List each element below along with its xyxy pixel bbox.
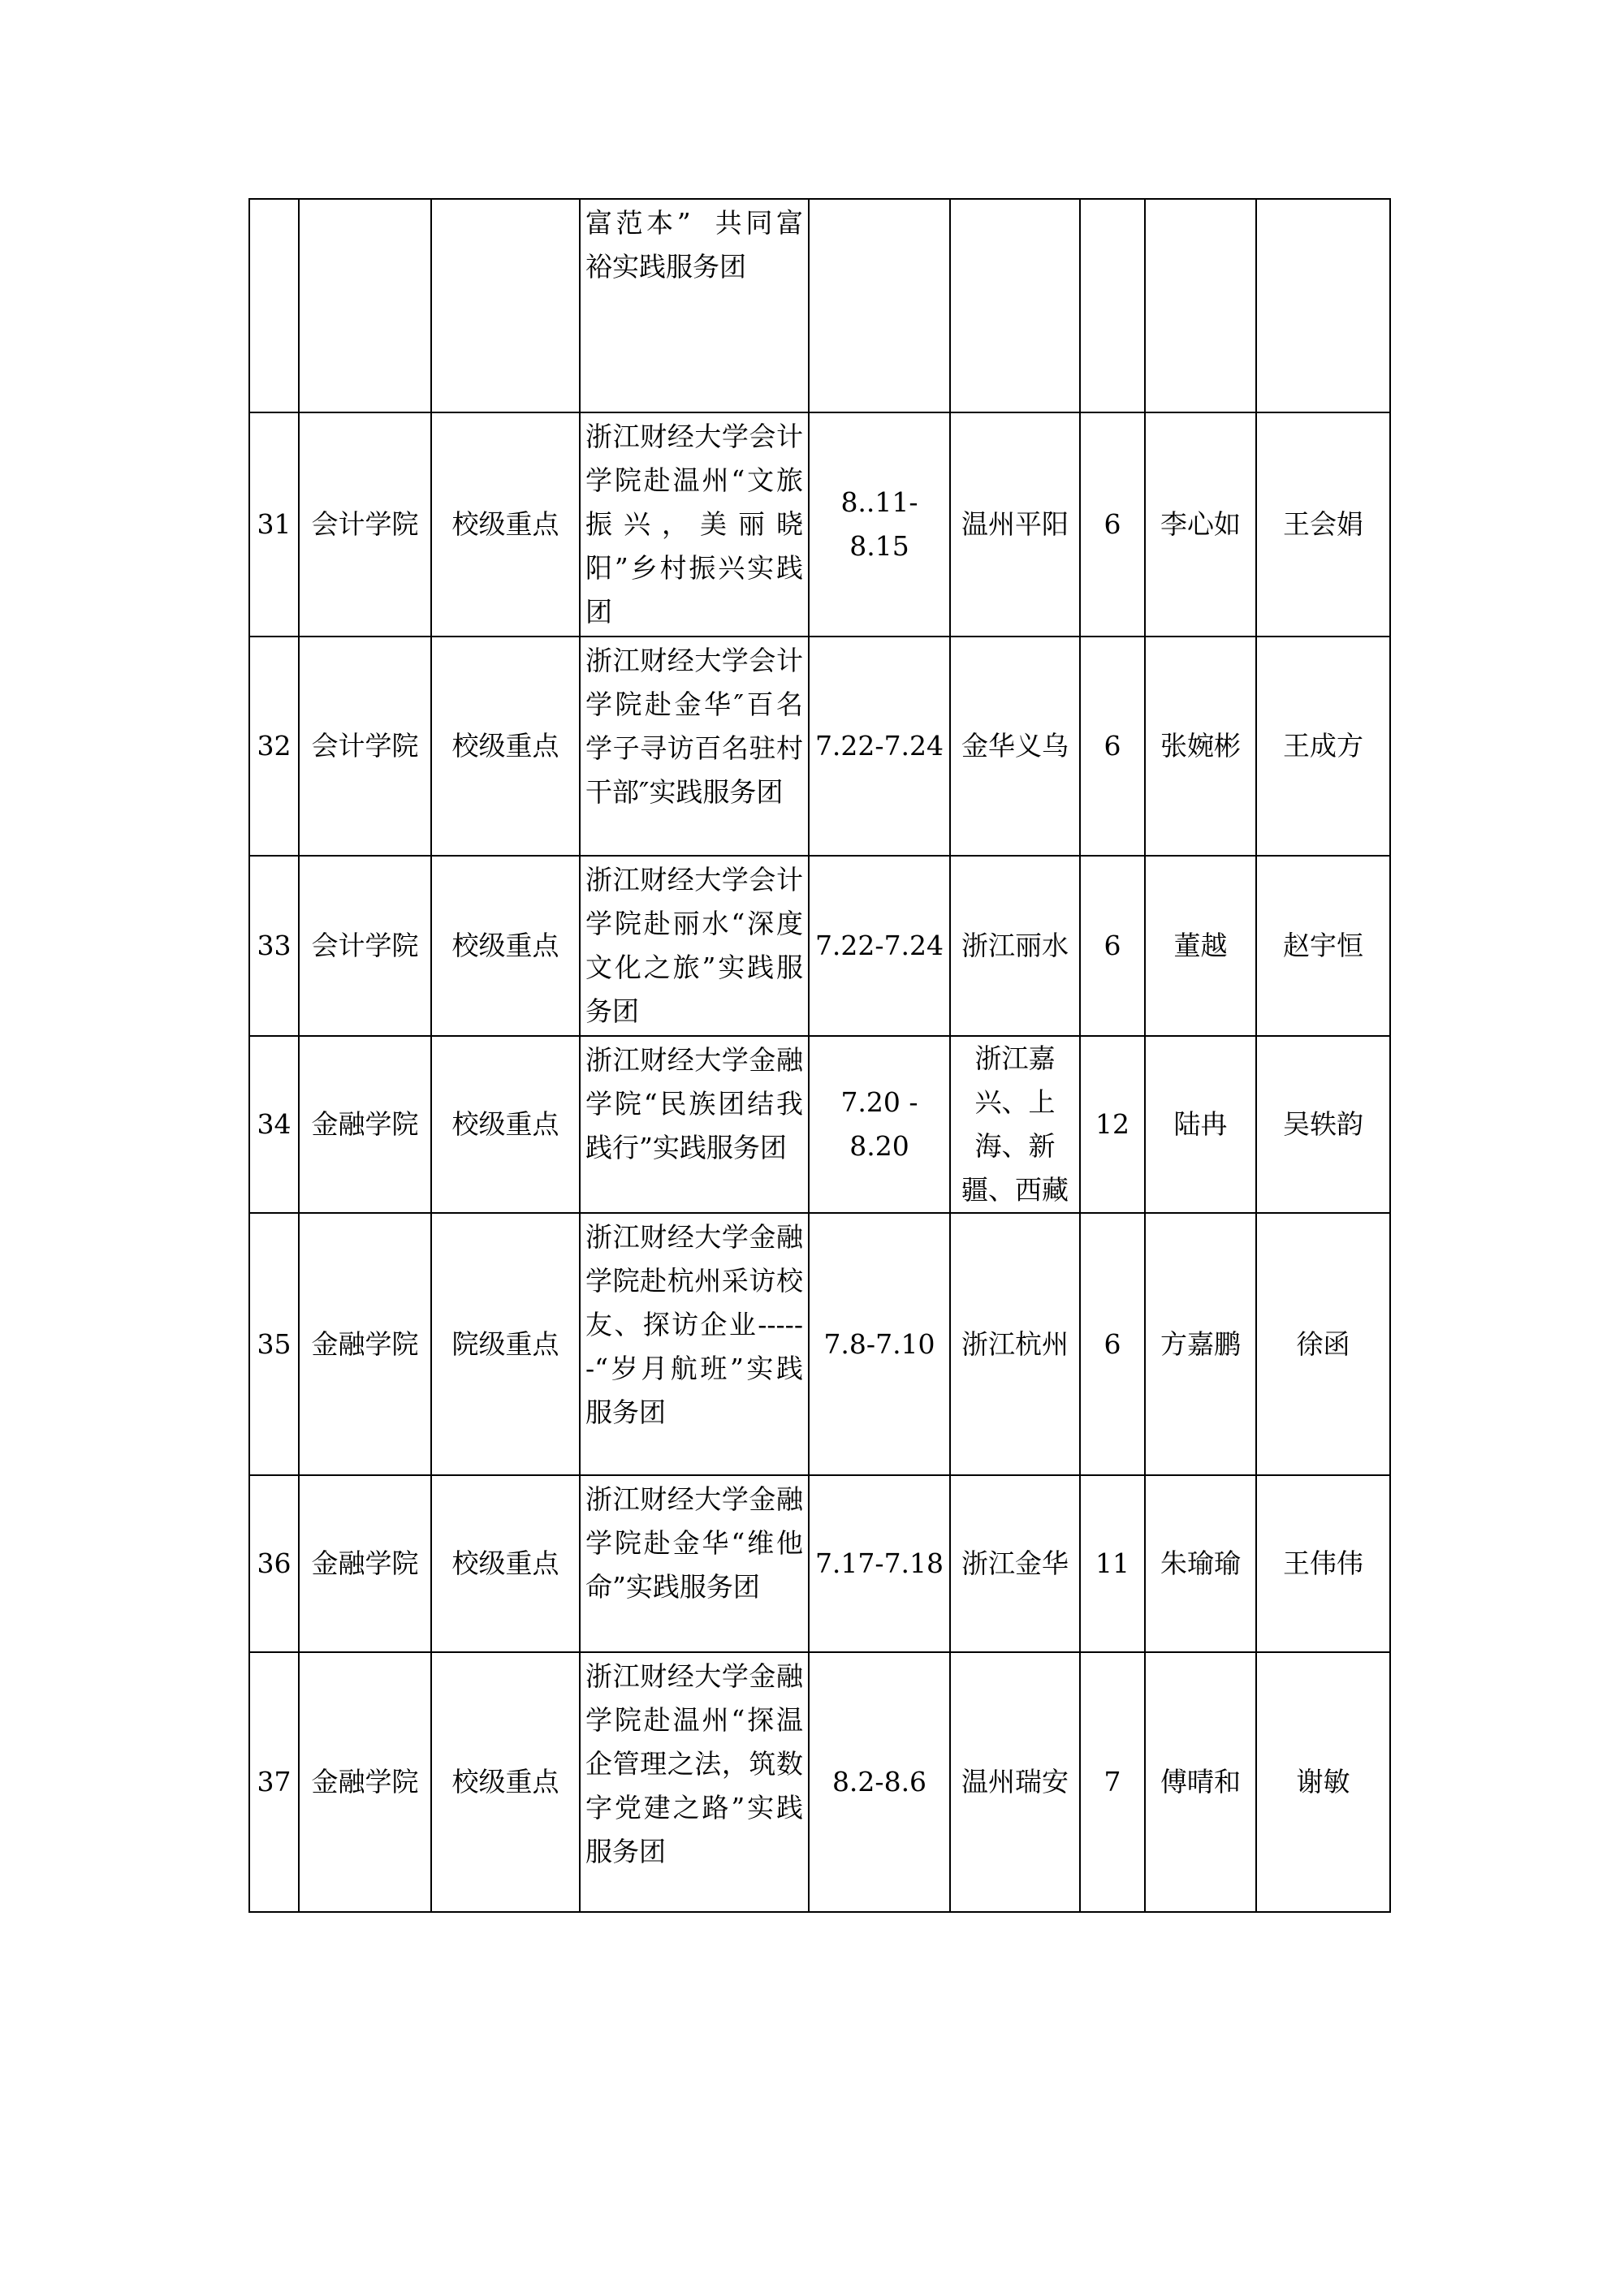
level-cell: 校级重点	[431, 637, 580, 856]
college-cell: 金融学院	[299, 1036, 431, 1213]
level-cell: 院级重点	[431, 1213, 580, 1475]
row-number: 34	[249, 1036, 299, 1213]
project-name-cell: 浙江财经大学会计学院赴丽水“深度文化之旅”实践服务团	[580, 856, 809, 1036]
table-row	[249, 1213, 1390, 1475]
row-number: 35	[249, 1213, 299, 1475]
advisor-cell: 王成方	[1256, 637, 1390, 856]
place-cell: 浙江金华	[950, 1475, 1080, 1652]
member-count-cell	[1080, 199, 1145, 412]
advisor-cell: 王伟伟	[1256, 1475, 1390, 1652]
member-count-cell: 12	[1080, 1036, 1145, 1213]
date-cell: 7.20 - 8.20	[809, 1036, 950, 1213]
level-cell: 校级重点	[431, 1475, 580, 1652]
leader-cell	[1145, 199, 1256, 412]
date-cell	[809, 199, 950, 412]
project-name-cell: 浙江财经大学会计学院赴温州“文旅振兴，美丽晓阳”乡村振兴实践团	[580, 412, 809, 637]
project-name-cell: 浙江财经大学金融学院赴金华“维他命”实践服务团	[580, 1475, 809, 1652]
place-cell	[950, 199, 1080, 412]
advisor-cell: 赵宇恒	[1256, 856, 1390, 1036]
college-cell: 会计学院	[299, 856, 431, 1036]
table-row	[249, 1652, 1390, 1912]
row-number: 37	[249, 1652, 299, 1912]
leader-cell: 朱瑜瑜	[1145, 1475, 1256, 1652]
table-row	[249, 412, 1390, 637]
project-name-cell: 富范本” 共同富裕实践服务团	[580, 199, 809, 412]
place-cell: 温州平阳	[950, 412, 1080, 637]
member-count-cell: 11	[1080, 1475, 1145, 1652]
member-count-cell: 6	[1080, 856, 1145, 1036]
row-number: 31	[249, 412, 299, 637]
advisor-cell	[1256, 199, 1390, 412]
project-name-cell: 浙江财经大学会计学院赴金华″百名学子寻访百名驻村干部″实践服务团	[580, 637, 809, 856]
leader-cell: 傅晴和	[1145, 1652, 1256, 1912]
place-cell: 金华义乌	[950, 637, 1080, 856]
place-cell: 浙江杭州	[950, 1213, 1080, 1475]
project-table	[248, 198, 1391, 1913]
leader-cell: 李心如	[1145, 412, 1256, 637]
table-row	[249, 1036, 1390, 1213]
member-count-cell: 6	[1080, 637, 1145, 856]
member-count-cell: 6	[1080, 1213, 1145, 1475]
project-name-cell: 浙江财经大学金融学院赴温州“探温企管理之法，筑数字党建之路”实践服务团	[580, 1652, 809, 1912]
project-name-cell: 浙江财经大学金融学院“民族团结我践行”实践服务团	[580, 1036, 809, 1213]
leader-cell: 张婉彬	[1145, 637, 1256, 856]
row-number: 33	[249, 856, 299, 1036]
advisor-cell: 谢敏	[1256, 1652, 1390, 1912]
level-cell: 校级重点	[431, 1652, 580, 1912]
date-cell: 7.22-7.24	[809, 856, 950, 1036]
level-cell: 校级重点	[431, 856, 580, 1036]
date-cell: 8.2-8.6	[809, 1652, 950, 1912]
level-cell: 校级重点	[431, 1036, 580, 1213]
date-cell: 8..11- 8.15	[809, 412, 950, 637]
advisor-cell: 徐函	[1256, 1213, 1390, 1475]
place-cell: 浙江丽水	[950, 856, 1080, 1036]
row-number: 36	[249, 1475, 299, 1652]
project-name-cell: 浙江财经大学金融学院赴杭州采访校友、探访企业------“岁月航班”实践服务团	[580, 1213, 809, 1475]
member-count-cell: 7	[1080, 1652, 1145, 1912]
leader-cell: 陆冉	[1145, 1036, 1256, 1213]
advisor-cell: 吴轶韵	[1256, 1036, 1390, 1213]
leader-cell: 董越	[1145, 856, 1256, 1036]
table-row	[249, 637, 1390, 856]
table-row	[249, 856, 1390, 1036]
college-cell: 金融学院	[299, 1213, 431, 1475]
row-number: 32	[249, 637, 299, 856]
place-cell: 浙江嘉 兴、上 海、新 疆、西藏	[950, 1036, 1080, 1213]
table-row	[249, 1475, 1390, 1652]
leader-cell: 方嘉鹏	[1145, 1213, 1256, 1475]
college-cell: 会计学院	[299, 637, 431, 856]
college-cell: 金融学院	[299, 1652, 431, 1912]
college-cell	[299, 199, 431, 412]
date-cell: 7.22-7.24	[809, 637, 950, 856]
college-cell: 金融学院	[299, 1475, 431, 1652]
college-cell: 会计学院	[299, 412, 431, 637]
row-number	[249, 199, 299, 412]
member-count-cell: 6	[1080, 412, 1145, 637]
date-cell: 7.17-7.18	[809, 1475, 950, 1652]
place-cell: 温州瑞安	[950, 1652, 1080, 1912]
table-row	[249, 199, 1390, 412]
level-cell	[431, 199, 580, 412]
level-cell: 校级重点	[431, 412, 580, 637]
date-cell: 7.8-7.10	[809, 1213, 950, 1475]
advisor-cell: 王会娟	[1256, 412, 1390, 637]
